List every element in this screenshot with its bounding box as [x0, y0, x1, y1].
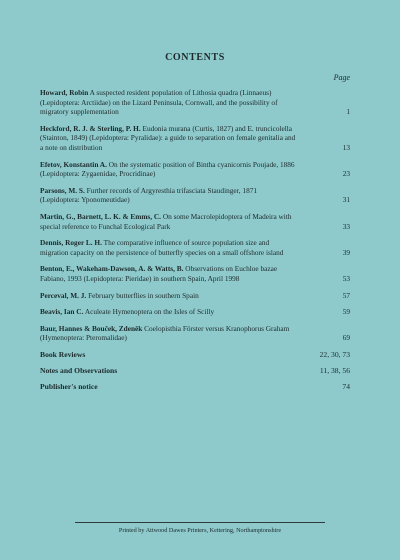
contents-entry [40, 186, 350, 205]
contents-heading: CONTENTS [165, 52, 225, 63]
entry-page: 33 [342, 221, 350, 231]
contents-entry [40, 160, 350, 179]
section-pages: 11, 38, 56 [319, 365, 350, 375]
contents-entry [40, 307, 350, 317]
entry-page: 31 [342, 195, 350, 205]
section-label: Notes and Observations [40, 365, 118, 375]
entry-author: Dennis, Roger L. H. [40, 238, 102, 248]
entry-author: Martin, G., Barnett, L. K. & Emms, C. [40, 211, 161, 221]
entry-author: Baur, Hannes & Bouček, Zdeněk [40, 323, 143, 333]
entry-title: On some Macrolepidoptera of Madeira with special reference to Funchal Ecological Park [40, 211, 292, 231]
entry-title: The comparative influence of source population size and migration capacity on the persistence of butterfly species on a small offshore island [40, 238, 284, 257]
entry-page: 57 [342, 290, 350, 300]
entry-title: Coelopisthia Förster versus Kranophorus Graham (Hymenoptera: Pteromalidae) [40, 323, 290, 343]
entry-author: Heckford, R. J. & Sterling, P. H. [40, 123, 141, 133]
entry-title: February butterflies in southern Spain [88, 290, 199, 300]
entry-page: 53 [342, 273, 350, 283]
entry-title: Eudonia murana (Curtis, 1827) and E. truncicolella (Stainton, 1849) (Lepidoptera: Pyralidae): a guide to separation on female genitalia and a note on distribution [40, 123, 296, 152]
entry-title: Observations on Euchloe bazae Fabiano, 1993 (Lepidoptera: Pieridae) in southern Spain, April 1998 [40, 264, 278, 283]
section-pages: 74 [342, 381, 350, 391]
entry-page: 23 [342, 169, 350, 179]
entry-page: 39 [342, 247, 350, 257]
contents-entry [40, 124, 350, 153]
entry-author: Benton, E., Wakeham-Dawson, A. & Watts, B. [40, 264, 184, 274]
section-notes-and-observations [40, 366, 350, 376]
entry-author: Perceval, M. J. [40, 290, 87, 300]
contents-entry [40, 324, 350, 343]
entry-author: Efetov, Konstantin A. [40, 159, 107, 169]
entry-title: Aculeate Hymenoptera on the Isles of Scilly [84, 307, 215, 317]
contents-list [40, 88, 350, 398]
entry-page: 1 [346, 107, 350, 117]
contents-entry [40, 88, 350, 117]
entry-page: 59 [342, 307, 350, 317]
entry-author: Beavis, Ian C. [40, 307, 84, 317]
printer-footer [0, 522, 400, 534]
entry-title: A suspected resident population of Lithosia quadra (Linnaeus) (Lepidoptera: Arctiidae) on the Lizard Peninsula, Cornwall, and the possibility of migratory supplementation [40, 88, 278, 117]
contents-entry [40, 264, 350, 283]
footer-divider [75, 522, 325, 523]
section-book-reviews [40, 350, 350, 360]
section-publishers-notice [40, 382, 350, 392]
contents-page [40, 52, 350, 398]
entry-author: Howard, Robin [40, 88, 89, 97]
printer-credit: Printed by Attwood Dawes Printers, Kettering, Northamptonshire [118, 527, 282, 534]
entry-page: 69 [342, 333, 350, 343]
contents-entry [40, 291, 350, 301]
contents-entry [40, 238, 350, 257]
section-pages: 22, 30, 73 [319, 349, 350, 359]
entry-title: Further records of Argyresthia trifasciata Staudinger, 1871 (Lepidoptera: Yponomeutidae) [40, 185, 258, 205]
contents-entry [40, 212, 350, 231]
section-label: Book Reviews [40, 349, 86, 359]
section-label: Publisher's notice [40, 381, 98, 391]
entry-page: 13 [342, 142, 350, 152]
entry-author: Parsons, M. S. [40, 185, 85, 195]
entry-title: On the systematic position of Bintha cyanicornis Poujade, 1886 (Lepidoptera: Zygaenidae, Procridinae) [40, 159, 295, 179]
page-column-label: Page [333, 73, 350, 82]
